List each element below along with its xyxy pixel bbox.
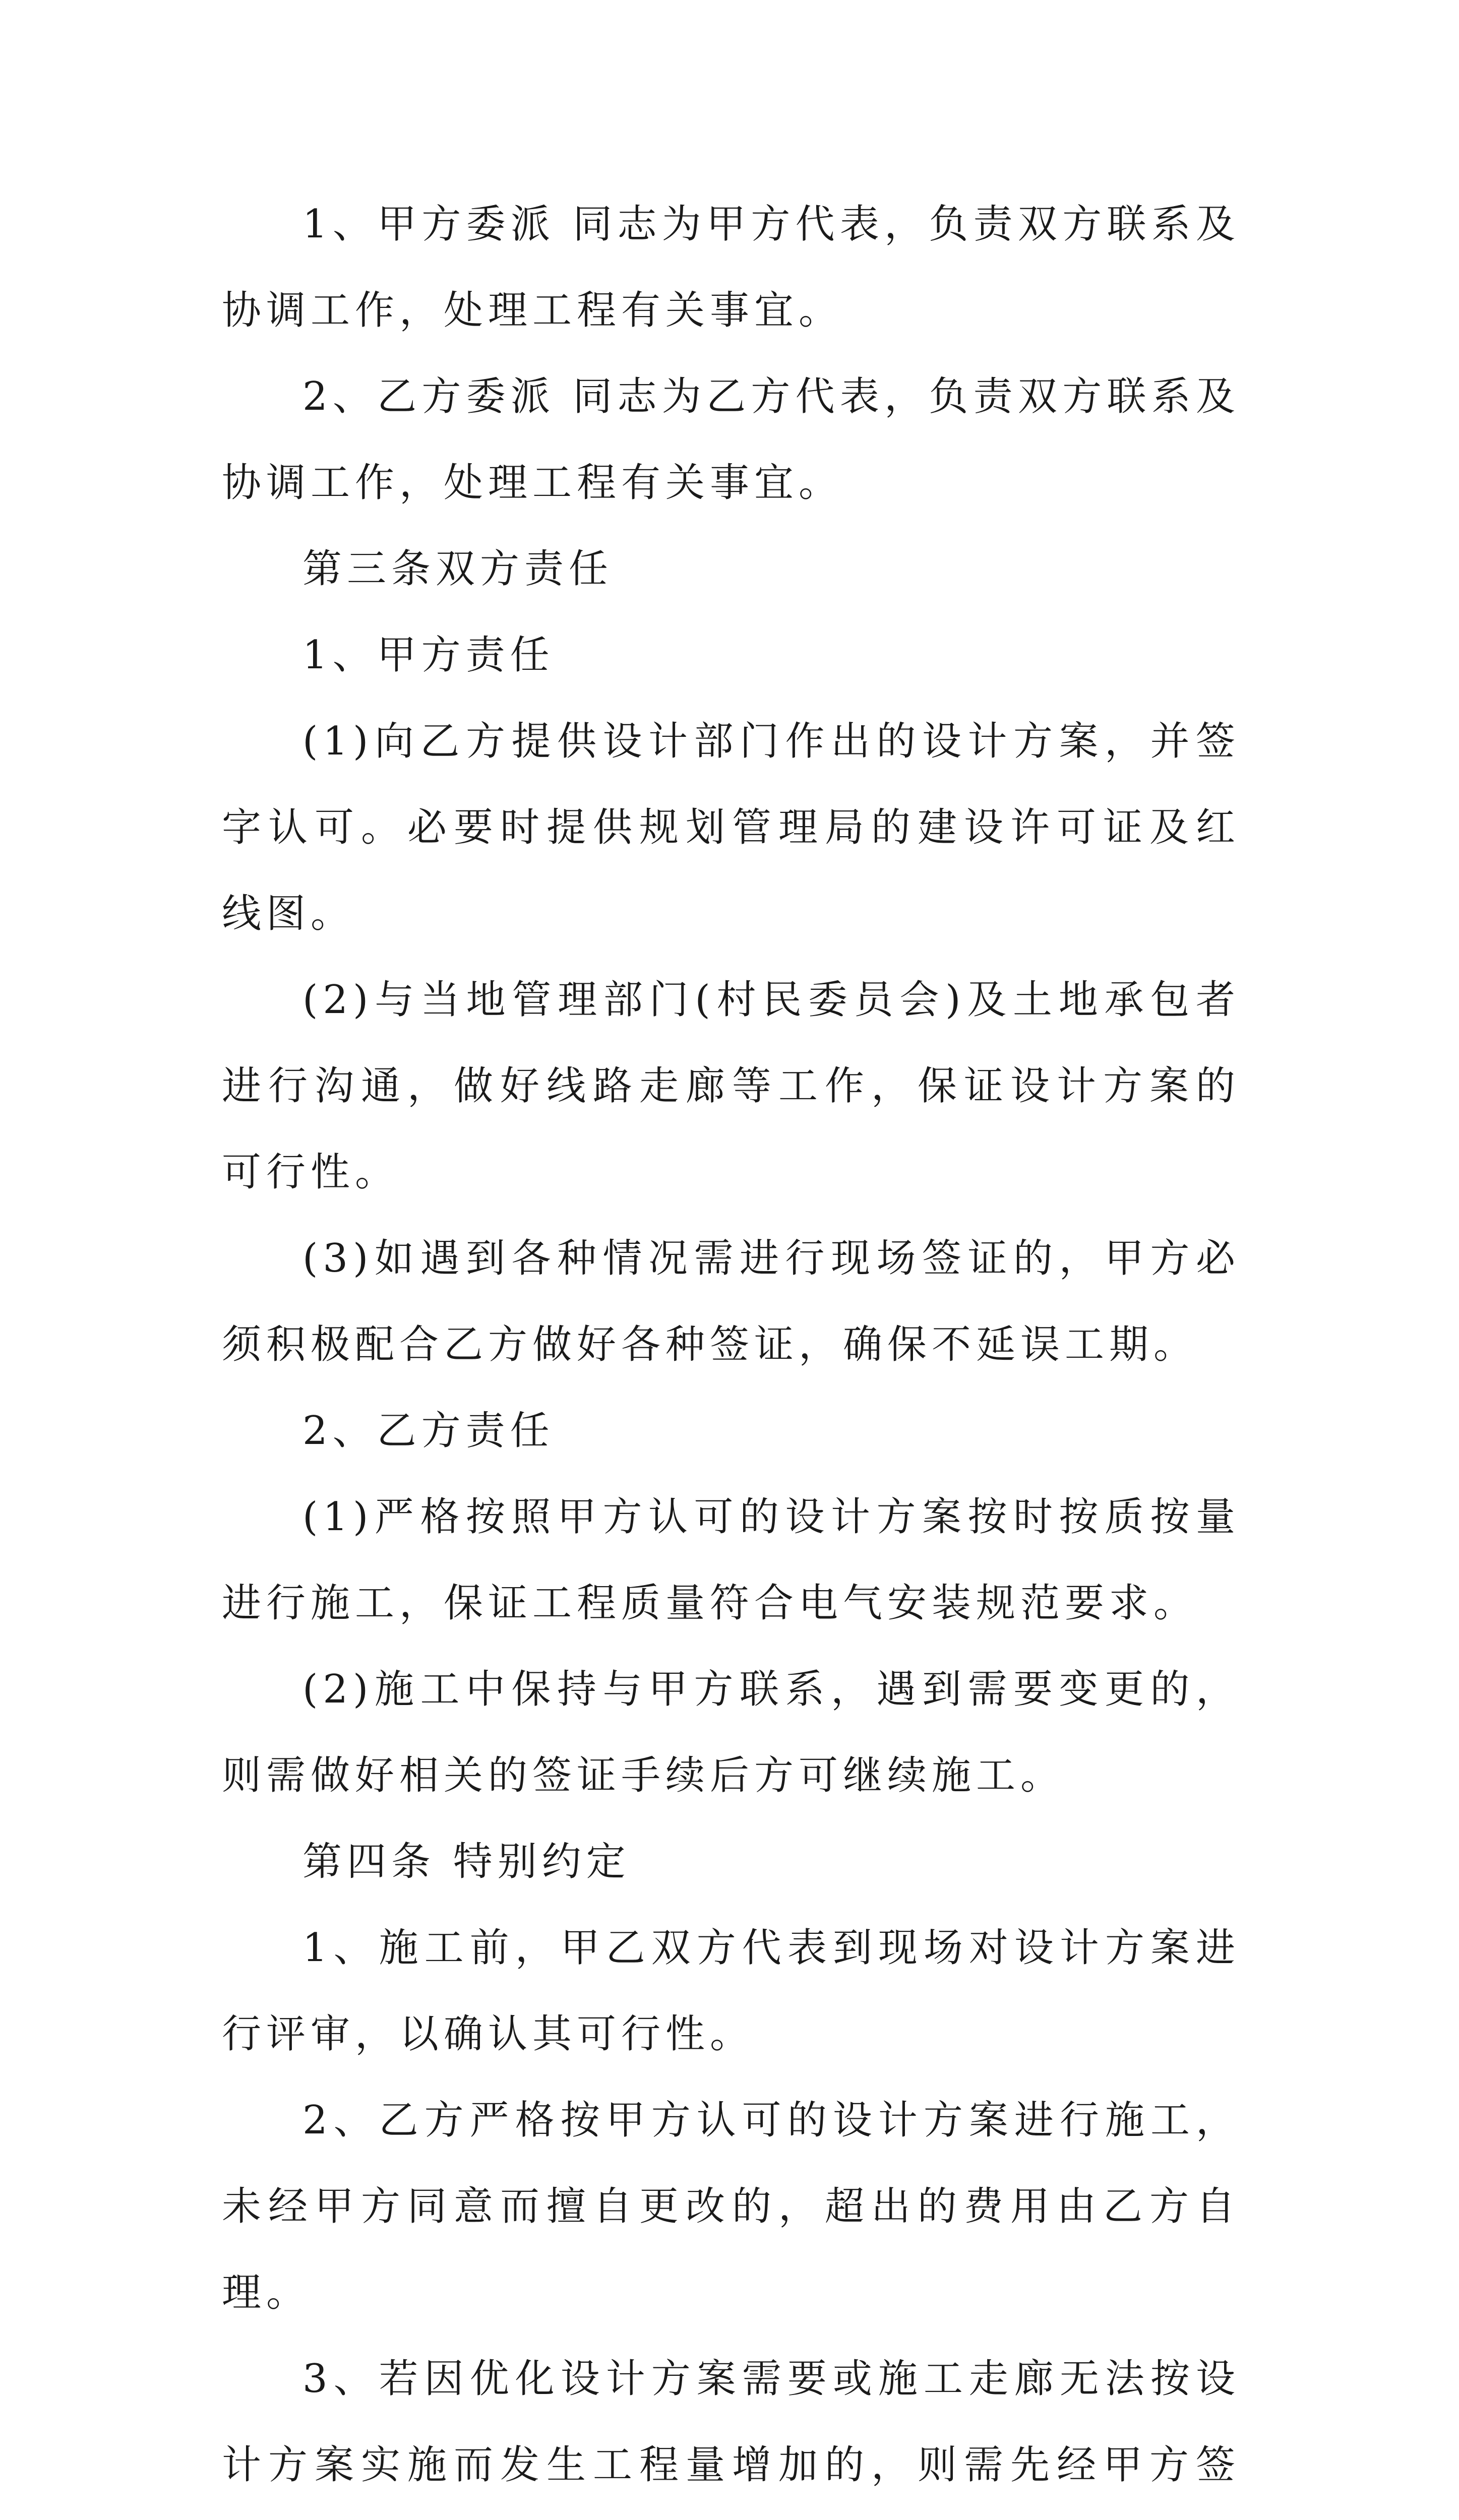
paragraph-party-a-item-3: (3)如遇到各种情况需进行现场签证的，甲方必须积极配合乙方做好各种签证，确保不延误工期。 xyxy=(222,1236,1240,1367)
section-heading-article-4: 第四条 特别约定 xyxy=(302,1839,631,1884)
subheading-party-b-responsibilities: 2、乙方责任 xyxy=(302,1408,555,1454)
paragraph-special-item-1: 1、施工前，甲乙双方代表到现场对设计方案进行评审，以确认其可行性。 xyxy=(222,1925,1240,2057)
paragraph-special-item-3: 3、若因优化设计方案需要或施工走廊无法按设计方案实施而发生工程量增加的，则需先经甲方签 xyxy=(222,2356,1240,2488)
paragraph-party-b-item-2: (2)施工中保持与甲方联系，遇到需要变更的，则需做好相关的签证手续后方可继续施工。 xyxy=(222,1667,1240,1798)
paragraph-party-b-item-1: (1)严格按照甲方认可的设计方案按时按质按量进行施工，保证工程质量符合电气安装规范要求。 xyxy=(222,1494,1240,1626)
paragraph-party-a-item-2: (2)与当地管理部门(村民委员会)及土地承包者进行沟通，做好线路走廊等工作，保证设计方案的可行性。 xyxy=(222,977,1240,1195)
paragraph-party-b-representative: 2、乙方委派 同志为乙方代表，负责双方联系及协调工作，处理工程有关事宜。 xyxy=(222,374,1240,506)
paragraph-special-item-2: 2、乙方严格按甲方认可的设计方案进行施工，未经甲方同意而擅自更改的，超出的费用由乙方自理。 xyxy=(222,2098,1240,2315)
document-body xyxy=(222,181,1240,2520)
paragraph-party-a-item-1: (1)向乙方提供设计部门作出的设计方案，并签字认可。必要时提供规划管理局的建设许可证及红线图。 xyxy=(222,719,1240,936)
paragraph-party-a-representative: 1、甲方委派 同志为甲方代表，负责双方联系及协调工作，处理工程有关事宜。 xyxy=(222,202,1240,333)
section-heading-article-3: 第三条双方责任 xyxy=(302,546,614,592)
subheading-party-a-responsibilities: 1、甲方责任 xyxy=(302,633,555,678)
